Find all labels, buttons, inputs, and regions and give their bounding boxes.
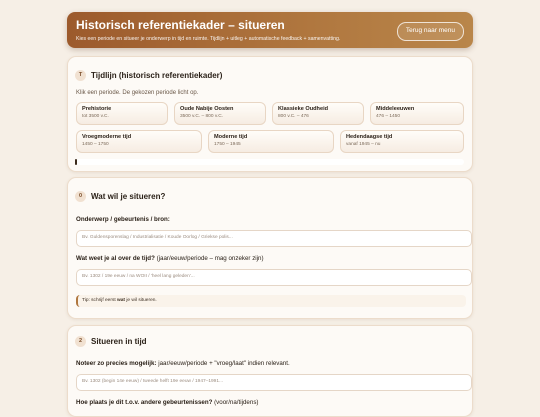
period-name: Vroegmoderne tijd [82,134,132,140]
period-name: Moderne tijd [214,134,248,140]
known-label [76,255,264,262]
period-range: 3500 v.C. – 800 v.C. [180,114,224,119]
known-label-rest: (jaar/eeuw/periode – mag onzeker zijn) [154,255,264,262]
period-name: Oude Nabije Oosten [180,106,234,112]
period-range: 476 – 1450 [376,114,401,119]
timeline-badge: T [75,70,86,81]
timeline-card [67,56,473,172]
known-label-bold: Wat weet je al over de tijd? [76,255,155,262]
tip-prefix: Tip: schrijf eerst [82,298,118,303]
time-badge: 2 [75,336,86,347]
page-title: Historisch referentiekader – situeren [76,18,285,32]
period-prehistorie[interactable] [76,102,168,125]
period-oude-nabije-oosten[interactable] [174,102,266,125]
precise-label-bold: Noteer zo precies mogelijk: [76,360,157,367]
period-name: Hedendaagse tijd [346,134,393,140]
period-name: Middeleeuwen [376,106,415,112]
situate-tip [76,295,466,307]
relation-label-rest: (voor/na/tijdens) [212,399,259,406]
period-middeleeuwen[interactable] [370,102,464,125]
timeline-progress-bar [76,159,464,165]
precise-label-rest: jaar/eeuw/periode + "vroeg/laat" indien relevant. [156,360,290,367]
tip-bold: wat [117,298,126,303]
relation-label-bold: Hoe plaats je dit t.o.v. andere gebeurtenissen? [76,399,213,406]
period-moderne-tijd[interactable] [208,130,334,153]
period-range: vanaf 1945 – nu [346,142,381,147]
time-title: Situeren in tijd [91,337,147,346]
back-to-menu-button[interactable]: Terug naar menu [397,22,464,41]
precise-label [76,360,290,367]
known-input[interactable]: Bv. 1302 / 19e eeuw / na WOII / 'heel lang geleden'... [76,269,472,286]
period-range: 1450 – 1750 [82,142,109,147]
situate-card [67,177,473,319]
tip-suffix: je wil situeren. [125,298,157,303]
time-card [67,325,473,417]
period-range: 800 v.C. – 476 [278,114,309,119]
period-klassieke-oudheid[interactable] [272,102,364,125]
page-subtitle: Kies een periode en situeer je onderwerp in tijd en ruimte. Tijdlijn + uitleg + automatische feedback + samenvatting. [76,36,341,42]
timeline-title: Tijdlijn (historisch referentiekader) [91,71,223,80]
period-vroegmoderne-tijd[interactable] [76,130,202,153]
timeline-hint: Klik een periode. De gekozen periode licht op. [76,90,199,96]
period-range: 1750 – 1945 [214,142,241,147]
period-hedendaagse-tijd[interactable] [340,130,464,153]
timeline-progress-marker [75,159,77,165]
period-name: Klassieke Oudheid [278,106,329,112]
period-range: tot 3500 v.C. [82,114,109,119]
situate-badge: 0 [75,191,86,202]
precise-input[interactable]: Bv. 1302 (begin 14e eeuw) / tweede helft 19e eeuw / 1947–1991... [76,374,472,391]
period-name: Prehistorie [82,106,112,112]
situate-title: Wat wil je situeren? [91,192,166,201]
subject-input[interactable]: Bv. Guldensporenslag / Industrialisatie / Koude Oorlog / Griekse polis... [76,230,472,247]
subject-label: Onderwerp / gebeurtenis / bron: [76,216,170,223]
page-header [67,12,473,48]
